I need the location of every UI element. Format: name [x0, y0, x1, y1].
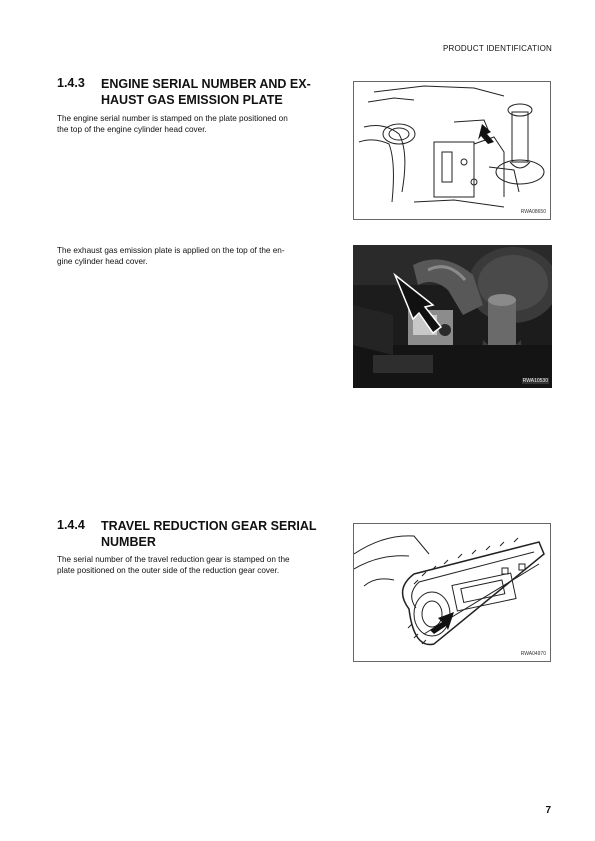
engine-drawing-illustration: [354, 82, 550, 219]
figure-code: RWA04970: [520, 651, 546, 657]
emission-plate-paragraph: [57, 245, 344, 267]
paragraph-line: The engine serial number is stamped on the plate positioned on: [57, 114, 288, 123]
section-title-line: ENGINE SERIAL NUMBER AND EX-: [101, 77, 311, 91]
pointer-arrow-icon: [478, 124, 494, 144]
reduction-gear-figure: [353, 523, 551, 662]
running-header: PRODUCT IDENTIFICATION: [443, 44, 552, 53]
reduction-gear-paragraph: [57, 554, 344, 576]
engine-serial-paragraph: [57, 113, 344, 135]
section-number-1-4-4: 1.4.4: [57, 518, 85, 532]
section-title-line: NUMBER: [101, 535, 156, 549]
section-title-1-4-3: [101, 76, 346, 108]
paragraph-line: the top of the engine cylinder head cover.: [57, 125, 207, 134]
pointer-arrow-icon: [353, 245, 552, 388]
paragraph-line: plate positioned on the outer side of the reduction gear cover.: [57, 566, 280, 575]
figure-code: RWA08650: [520, 209, 546, 215]
paragraph-line: The exhaust gas emission plate is applied on the top of the en-: [57, 246, 285, 255]
paragraph-line: The serial number of the travel reduction gear is stamped on the: [57, 555, 290, 564]
paragraph-line: gine cylinder head cover.: [57, 257, 148, 266]
figure-code: RWA10530: [522, 378, 548, 384]
section-title-line: TRAVEL REDUCTION GEAR SERIAL: [101, 519, 317, 533]
engine-serial-figure: [353, 81, 551, 220]
page-number: 7: [545, 805, 551, 816]
emission-plate-photo: [353, 245, 552, 388]
track-drawing-illustration: [354, 524, 550, 661]
section-title-line: HAUST GAS EMISSION PLATE: [101, 93, 283, 107]
section-number-1-4-3: 1.4.3: [57, 76, 85, 90]
section-title-1-4-4: [101, 518, 346, 550]
